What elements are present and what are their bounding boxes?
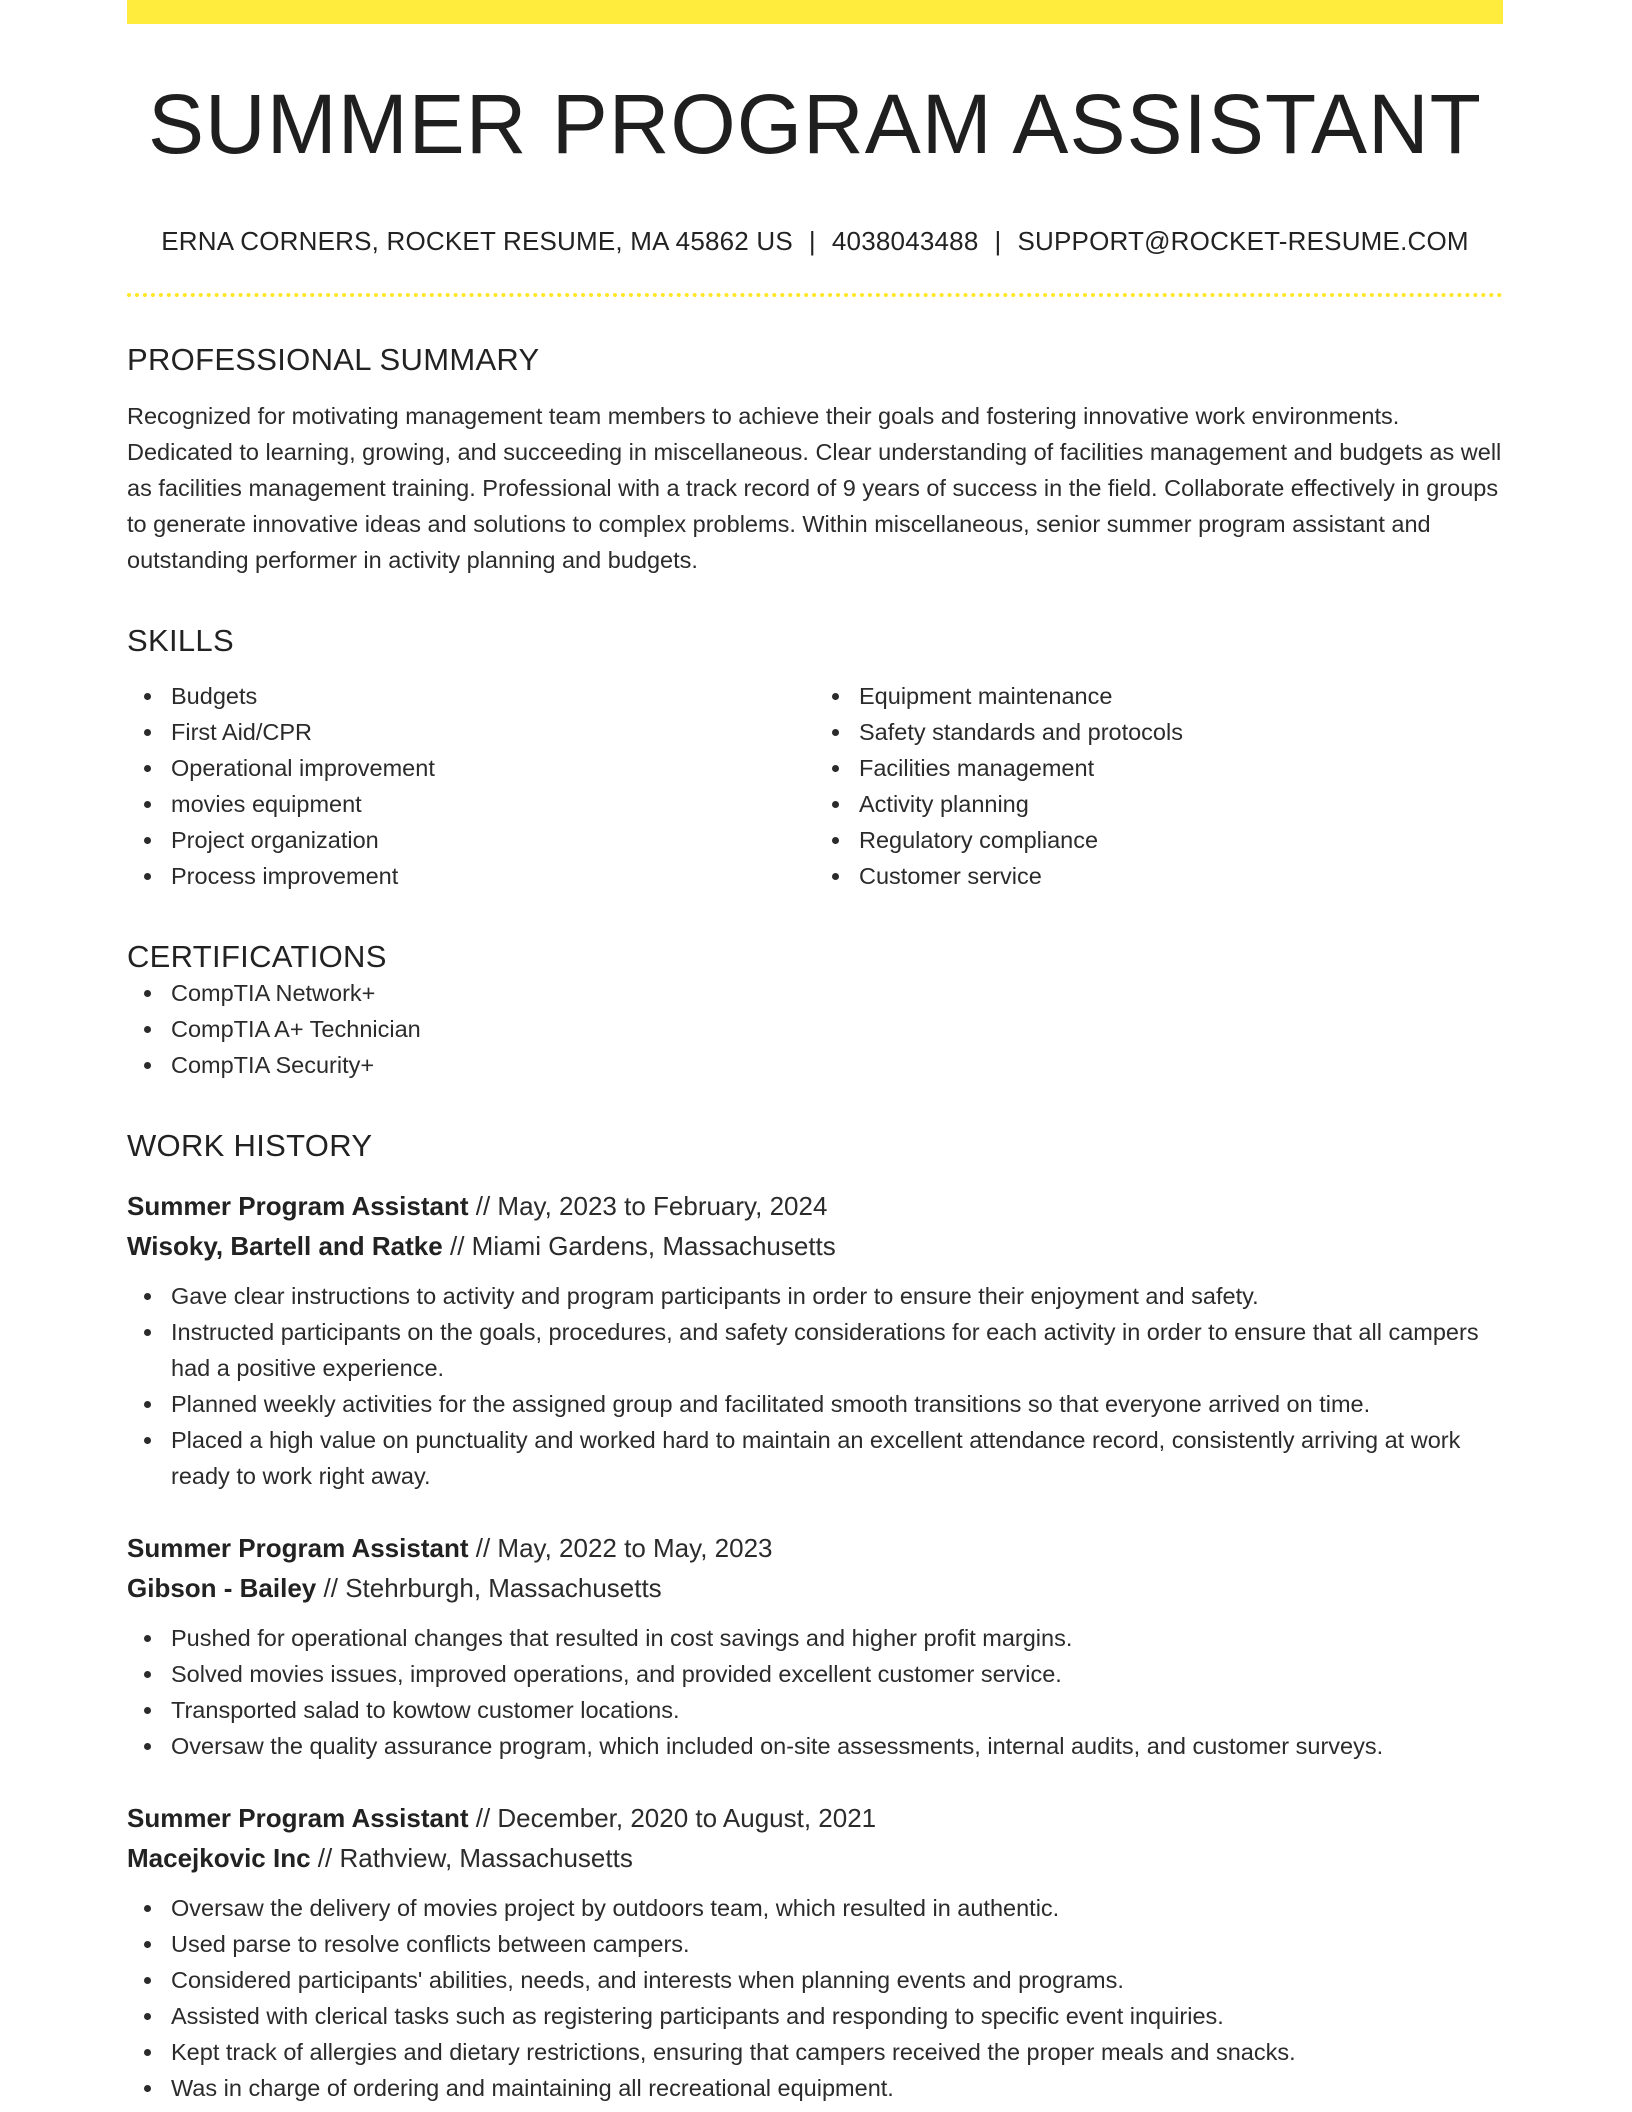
skill-item: Equipment maintenance: [859, 678, 1503, 714]
job-bullet: Kept track of allergies and dietary restrictions, ensuring that campers received the proper meals and snacks.: [171, 2034, 1503, 2070]
certification-item: CompTIA Security+: [171, 1047, 1503, 1083]
summary-text: Recognized for motivating management team members to achieve their goals and fostering innovative work environments. Dedicated to learning, growing, and succeeding in miscellaneous. Clear understanding of facilities management and budgets as well as facilities management training. Professional with a track record of 9 years of success in the field. Collaborate effectively in groups to generate innovative ideas and solutions to complex problems. Within miscellaneous, senior summer program assistant and outstanding performer in activity planning and budgets.: [127, 403, 1502, 574]
job-bullet: Was in charge of ordering and maintaining all recreational equipment.: [171, 2070, 1503, 2106]
skill-item: Process improvement: [171, 858, 815, 894]
job-bullets: [127, 1890, 1503, 2106]
job-separator: //: [475, 1802, 491, 1833]
job-role-line: [127, 1186, 1503, 1226]
job-bullet: Considered participants' abilities, needs, and interests when planning events and programs.: [171, 1962, 1503, 1998]
skill-item: Safety standards and protocols: [859, 714, 1503, 750]
accent-bar: [127, 0, 1503, 24]
job-entry: [127, 1528, 1503, 1764]
resume-page: [127, 0, 1503, 2106]
job-entry: [127, 1798, 1503, 2106]
skill-item: Customer service: [859, 858, 1503, 894]
skill-item: First Aid/CPR: [171, 714, 815, 750]
job-company-line: [127, 1568, 1503, 1608]
job-bullet: Oversaw the quality assurance program, which included on-site assessments, internal audits, and customer surveys.: [171, 1728, 1503, 1764]
skill-item: movies equipment: [171, 786, 815, 822]
header-divider: [127, 293, 1503, 297]
job-bullet: Solved movies issues, improved operations, and provided excellent customer service.: [171, 1656, 1503, 1692]
contact-address: ERNA CORNERS, ROCKET RESUME, MA 45862 US: [161, 226, 793, 257]
job-dates: December, 2020 to August, 2021: [497, 1802, 877, 1833]
job-bullet: Transported salad to kowtow customer locations.: [171, 1692, 1503, 1728]
contact-email: SUPPORT@ROCKET-RESUME.COM: [1017, 226, 1469, 257]
job-role: Summer Program Assistant: [127, 1532, 469, 1563]
skill-item: Operational improvement: [171, 750, 815, 786]
skills-list-right: [815, 678, 1503, 894]
job-bullet: Used parse to resolve conflicts between campers.: [171, 1926, 1503, 1962]
job-bullets: [127, 1620, 1503, 1764]
job-role-line: [127, 1798, 1503, 1838]
job-location: Miami Gardens, Massachusetts: [471, 1230, 836, 1261]
skills-list-left: [127, 678, 815, 894]
work-history-heading: WORK HISTORY: [127, 1127, 373, 1163]
job-separator: //: [323, 1572, 338, 1603]
resume-title: SUMMER PROGRAM ASSISTANT: [148, 77, 1482, 171]
job-bullet: Placed a high value on punctuality and worked hard to maintain an excellent attendance record, consistently arriving at work ready to work right away.: [171, 1422, 1503, 1494]
job-bullet: Pushed for operational changes that resulted in cost savings and higher profit margins.: [171, 1620, 1503, 1656]
job-dates: May, 2023 to February, 2024: [497, 1190, 828, 1221]
job-location: Stehrburgh, Massachusetts: [345, 1572, 662, 1603]
summary-section: [127, 341, 1503, 578]
skills-section: [127, 622, 1503, 893]
contact-line: [127, 226, 1503, 257]
certifications-list: [127, 975, 1503, 1083]
job-role: Summer Program Assistant: [127, 1190, 469, 1221]
job-company: Wisoky, Bartell and Ratke: [127, 1230, 443, 1261]
skill-item: Regulatory compliance: [859, 822, 1503, 858]
job-company: Macejkovic Inc: [127, 1842, 311, 1873]
summary-heading: PROFESSIONAL SUMMARY: [127, 342, 540, 378]
certification-item: CompTIA A+ Technician: [171, 1011, 1503, 1047]
work-history-section: [127, 1127, 1503, 2106]
job-separator: //: [317, 1842, 333, 1873]
job-company: Gibson - Bailey: [127, 1572, 317, 1603]
skill-item: Facilities management: [859, 750, 1503, 786]
job-location: Rathview, Massachusetts: [339, 1842, 633, 1873]
job-separator: //: [475, 1532, 491, 1563]
skills-heading: SKILLS: [127, 623, 234, 659]
job-role-line: [127, 1528, 1503, 1568]
job-entry: [127, 1186, 1503, 1494]
contact-separator: |: [994, 226, 1002, 257]
job-bullet: Gave clear instructions to activity and program participants in order to ensure their enjoyment and safety.: [171, 1278, 1503, 1314]
certification-item: CompTIA Network+: [171, 975, 1503, 1011]
job-company-line: [127, 1226, 1503, 1266]
job-dates: May, 2022 to May, 2023: [497, 1532, 773, 1563]
job-company-line: [127, 1838, 1503, 1878]
job-bullet: Assisted with clerical tasks such as registering participants and responding to specific event inquiries.: [171, 1998, 1503, 2034]
skills-columns: [127, 678, 1503, 894]
certifications-heading: CERTIFICATIONS: [127, 938, 387, 974]
skill-item: Activity planning: [859, 786, 1503, 822]
skill-item: Project organization: [171, 822, 815, 858]
job-bullet: Oversaw the delivery of movies project by outdoors team, which resulted in authentic.: [171, 1890, 1503, 1926]
job-separator: //: [475, 1190, 491, 1221]
job-bullet: Instructed participants on the goals, procedures, and safety considerations for each activity in order to ensure that all campers had a positive experience.: [171, 1314, 1503, 1386]
skill-item: Budgets: [171, 678, 815, 714]
certifications-section: [127, 938, 1503, 1083]
job-separator: //: [449, 1230, 465, 1261]
job-bullets: [127, 1278, 1503, 1494]
contact-separator: |: [808, 226, 816, 257]
job-bullet: Planned weekly activities for the assigned group and facilitated smooth transitions so that everyone arrived on time.: [171, 1386, 1503, 1422]
contact-phone: 4038043488: [831, 226, 979, 257]
job-role: Summer Program Assistant: [127, 1802, 469, 1833]
